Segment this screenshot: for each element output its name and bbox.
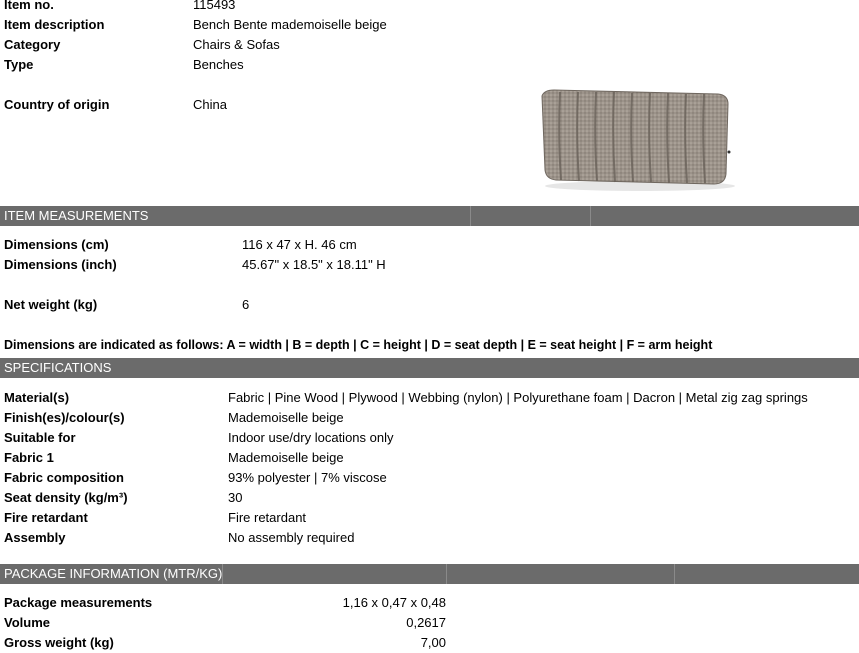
dims-inch-value: 45.67" x 18.5" x 18.11" H bbox=[242, 257, 386, 272]
spec-value: Mademoiselle beige bbox=[228, 410, 344, 425]
item-no-value: 115493 bbox=[193, 0, 236, 12]
package-row bbox=[0, 593, 859, 613]
spec-value: 93% polyester | 7% viscose bbox=[228, 470, 387, 485]
package-label: Gross weight (kg) bbox=[4, 635, 114, 650]
package-value: 0,2617 bbox=[406, 615, 446, 630]
spec-label: Finish(es)/colour(s) bbox=[4, 410, 125, 425]
spec-label: Seat density (kg/m³) bbox=[4, 490, 128, 505]
category-label: Category bbox=[4, 37, 61, 52]
package-value: 1,16 x 0,47 x 0,48 bbox=[342, 595, 446, 610]
item-measurements-title: ITEM MEASUREMENTS bbox=[4, 208, 149, 223]
spec-label: Assembly bbox=[4, 530, 66, 545]
band-divider bbox=[222, 564, 223, 584]
band-divider bbox=[674, 564, 675, 584]
package-row bbox=[0, 633, 859, 653]
spec-value: Fire retardant bbox=[228, 510, 307, 525]
country-label: Country of origin bbox=[4, 97, 110, 112]
spec-value: No assembly required bbox=[228, 530, 355, 545]
spec-label: Material(s) bbox=[4, 390, 70, 405]
type-label: Type bbox=[4, 57, 34, 72]
spec-label: Fabric composition bbox=[4, 470, 124, 485]
dimensions-legend: Dimensions are indicated as follows: A = width | B = depth | C = height | D = seat depth | E = seat height | F = arm height bbox=[4, 338, 713, 352]
band-divider bbox=[470, 206, 471, 226]
package-label: Volume bbox=[4, 615, 50, 630]
description-label: Item description bbox=[4, 17, 105, 32]
package-value: 7,00 bbox=[420, 635, 446, 650]
item-measurements-header bbox=[0, 206, 859, 226]
package-label: Package measurements bbox=[4, 595, 153, 610]
description-value: Bench Bente mademoiselle beige bbox=[193, 17, 387, 32]
type-value: Benches bbox=[193, 57, 244, 72]
package-row bbox=[0, 613, 859, 633]
band-divider bbox=[590, 206, 591, 226]
net-weight-label: Net weight (kg) bbox=[4, 297, 98, 312]
spec-label: Fabric 1 bbox=[4, 450, 54, 465]
spec-value: Mademoiselle beige bbox=[228, 450, 344, 465]
specifications-header bbox=[0, 358, 859, 378]
dims-inch-label: Dimensions (inch) bbox=[4, 257, 117, 272]
spec-value: Fabric | Pine Wood | Plywood | Webbing (nylon) | Polyurethane foam | Dacron | Metal zig zag springs bbox=[228, 390, 808, 405]
country-value: China bbox=[193, 97, 227, 112]
item-no-label: Item no. bbox=[4, 0, 54, 12]
dims-cm-label: Dimensions (cm) bbox=[4, 237, 109, 252]
band-divider bbox=[446, 564, 447, 584]
net-weight-value: 6 bbox=[242, 297, 250, 312]
package-information-title: PACKAGE INFORMATION (MTR/KG) bbox=[4, 566, 223, 581]
spec-label: Fire retardant bbox=[4, 510, 88, 525]
spec-value: Indoor use/dry locations only bbox=[228, 430, 394, 445]
spec-label: Suitable for bbox=[4, 430, 76, 445]
category-value: Chairs & Sofas bbox=[193, 37, 280, 52]
package-information-header bbox=[0, 564, 859, 584]
bench-product-photo bbox=[530, 82, 740, 192]
spec-value: 30 bbox=[228, 490, 243, 505]
dims-cm-value: 116 x 47 x H. 46 cm bbox=[242, 237, 357, 252]
specifications-title: SPECIFICATIONS bbox=[4, 360, 112, 375]
